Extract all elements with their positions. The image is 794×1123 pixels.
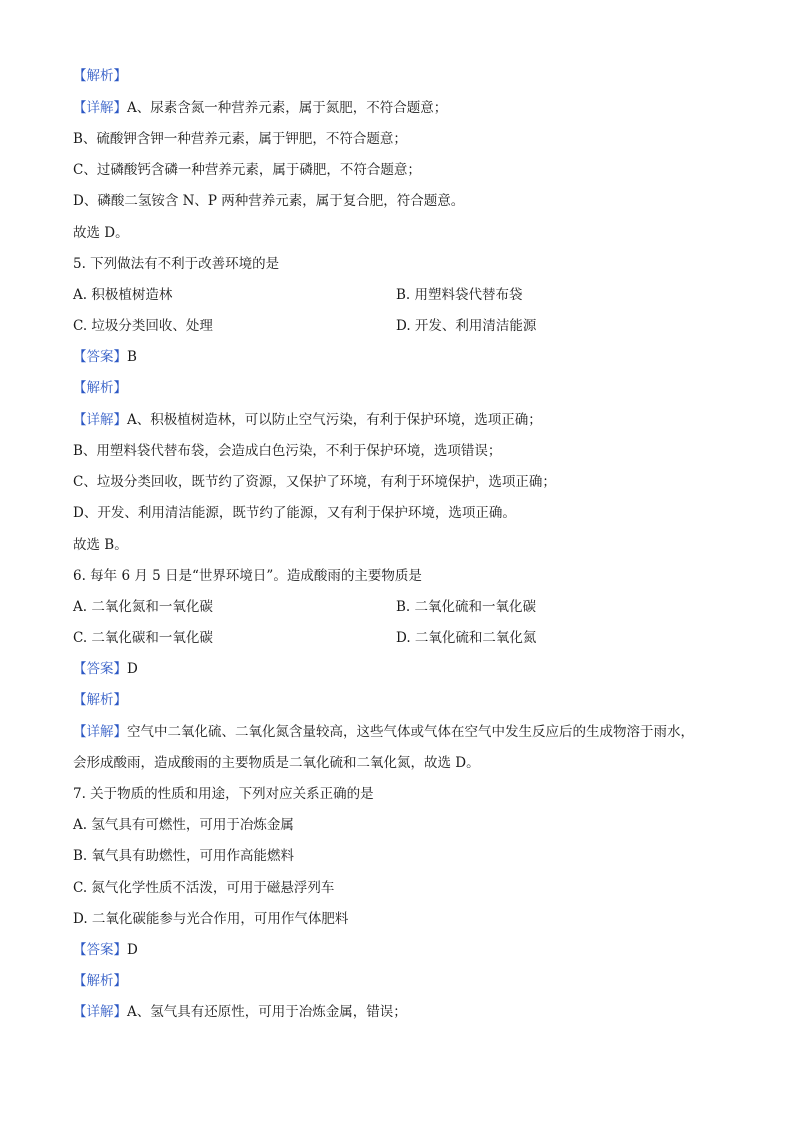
question-5-stem: 5. 下列做法有不利于改善环境的是 — [73, 256, 280, 272]
question-7-option-d: D. 二氧化碳能参与光合作用，可用作气体肥料 — [73, 911, 349, 927]
question-5-option-c: C. 垃圾分类回收、处理 — [73, 318, 213, 334]
question-7-option-c: C. 氮气化学性质不活泼，可用于磁悬浮列车 — [73, 880, 335, 896]
question-6-option-a: A. 二氧化氮和一氧化碳 — [73, 599, 213, 615]
explanation-line: D、开发、利用清洁能源，既节约了能源，又有利于保护环境，选项正确。 — [73, 505, 516, 521]
answer-line: 【答案】D — [73, 942, 138, 958]
conclusion-line: 故选 B。 — [73, 537, 128, 553]
explanation-line: B、用塑料袋代替布袋，会造成白色污染，不利于保护环境，选项错误； — [73, 443, 502, 459]
explanation-line: 【详解】A、尿素含氮一种营养元素，属于氮肥，不符合题意； — [73, 100, 448, 116]
answer-line: 【答案】B — [73, 349, 137, 365]
analysis-heading: 【解析】 — [73, 692, 127, 708]
analysis-heading: 【解析】 — [73, 973, 127, 989]
question-5-option-b: B. 用塑料袋代替布袋 — [396, 287, 523, 303]
explanation-line: 会形成酸雨，造成酸雨的主要物质是二氧化硫和二氧化氮，故选 D。 — [73, 755, 480, 771]
explanation-line: 【详解】A、氢气具有还原性，可用于冶炼金属，错误； — [73, 1004, 407, 1020]
question-5-option-a: A. 积极植树造林 — [73, 287, 173, 303]
question-5-option-d: D. 开发、利用清洁能源 — [396, 318, 537, 334]
explanation-line: B、硫酸钾含钾一种营养元素，属于钾肥，不符合题意； — [73, 131, 407, 147]
question-7-stem: 7. 关于物质的性质和用途，下列对应关系正确的是 — [73, 786, 374, 802]
question-6-stem: 6. 每年 6 月 5 日是“世界环境日”。造成酸雨的主要物质是 — [73, 568, 422, 584]
explanation-line: 【详解】空气中二氧化硫、二氧化氮含量较高，这些气体或气体在空气中发生反应后的生成物溶于雨水， — [73, 724, 694, 740]
analysis-heading: 【解析】 — [73, 380, 127, 396]
question-6-option-d: D. 二氧化硫和二氧化氮 — [396, 630, 537, 646]
explanation-line: 【详解】A、积极植树造林，可以防止空气污染，有利于保护环境，选项正确； — [73, 412, 542, 428]
answer-line: 【答案】D — [73, 661, 138, 677]
explanation-line: C、过磷酸钙含磷一种营养元素，属于磷肥，不符合题意； — [73, 162, 421, 178]
conclusion-line: 故选 D。 — [73, 225, 129, 241]
question-7-option-b: B. 氧气具有助燃性，可用作高能燃料 — [73, 848, 295, 864]
question-6-option-c: C. 二氧化碳和一氧化碳 — [73, 630, 213, 646]
analysis-heading: 【解析】 — [73, 68, 127, 84]
explanation-line: D、磷酸二氢铵含 N、P 两种营养元素，属于复合肥，符合题意。 — [73, 193, 465, 209]
question-6-option-b: B. 二氧化硫和一氧化碳 — [396, 599, 537, 615]
question-7-option-a: A. 氢气具有可燃性，可用于冶炼金属 — [73, 817, 294, 833]
explanation-line: C、垃圾分类回收，既节约了资源，又保护了环境，有利于环境保护，选项正确； — [73, 474, 556, 490]
